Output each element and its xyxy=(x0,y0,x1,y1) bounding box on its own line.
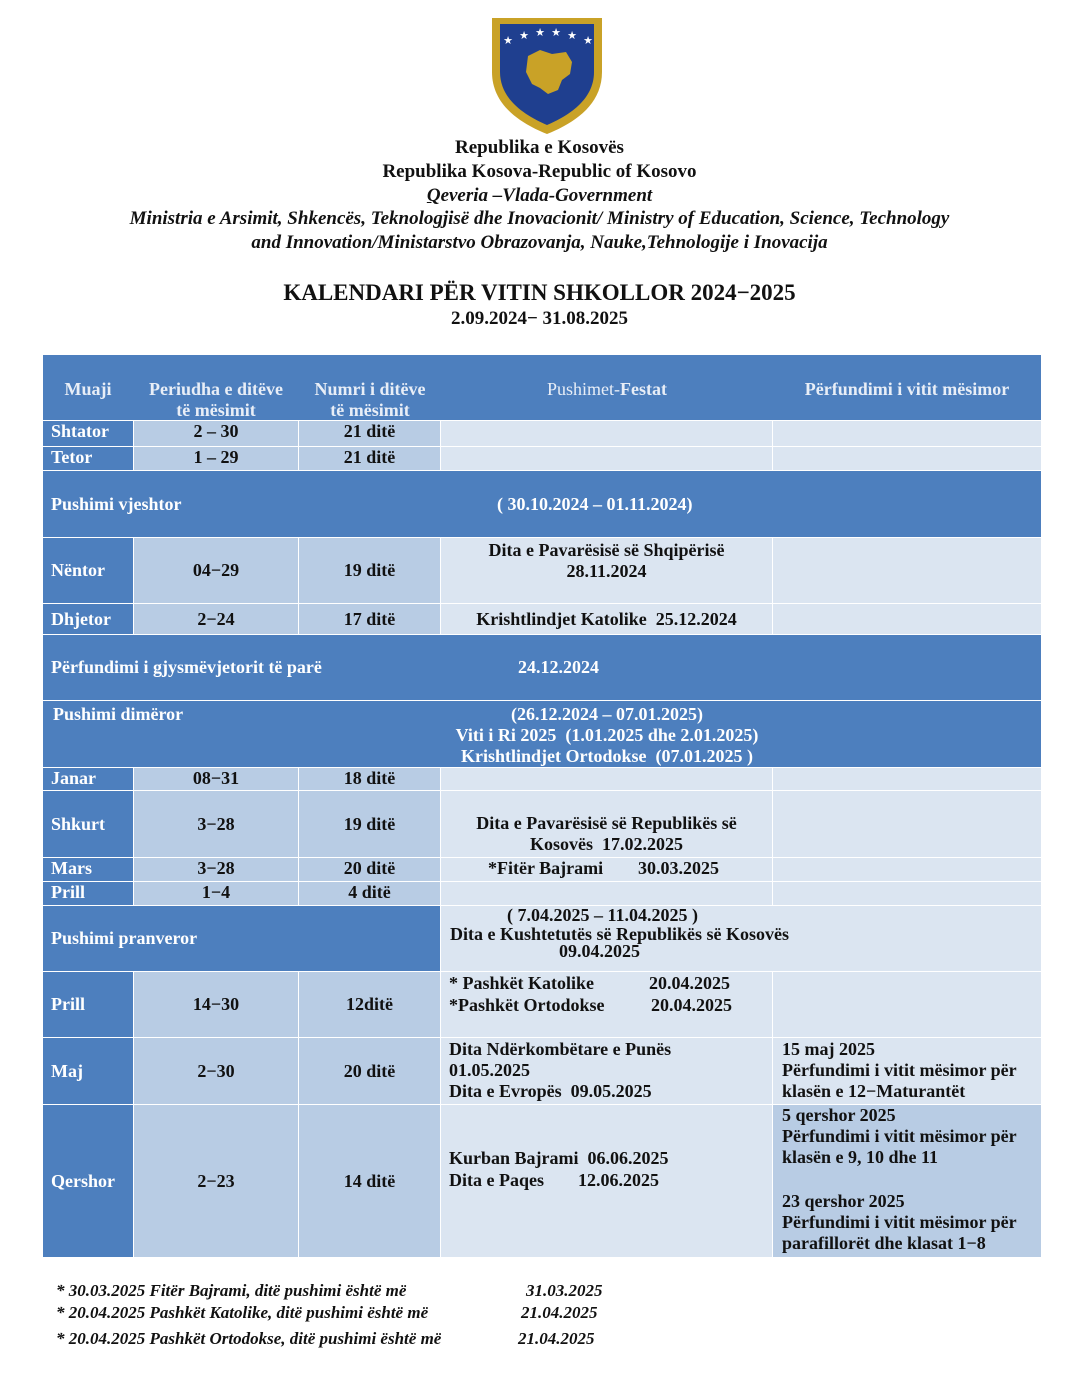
footnote-1 xyxy=(56,1281,603,1301)
end-qershor-l4: 23 qershor 2025 xyxy=(782,1191,905,1211)
header-period-l2: të mësimit xyxy=(176,400,256,420)
header-government-q: Q xyxy=(426,185,441,206)
end-qershor-l1: 5 qershor 2025 xyxy=(782,1105,896,1125)
holiday-nentor-l1: Dita e Pavarësisë së Shqipërisë xyxy=(488,540,725,560)
header-government-text: everia –Vlada-Government xyxy=(440,185,653,206)
holiday-mars-date: 30.03.2025 xyxy=(638,858,719,878)
period-prill-a: 1−4 xyxy=(134,882,298,905)
end-tetor xyxy=(773,447,1041,470)
svg-text:★: ★ xyxy=(567,29,577,42)
header-ministry-line1: Ministria e Arsimit, Shkencës, Teknologjisë dhe Inovacionit/ Ministry of Education, Science, Technology xyxy=(129,208,950,229)
holiday-maj xyxy=(441,1038,772,1104)
holiday-qershor xyxy=(441,1105,772,1257)
days-qershor: 14 ditë xyxy=(299,1105,440,1257)
month-janar: Janar xyxy=(43,768,133,790)
header-period xyxy=(133,355,299,420)
page-title: KALENDARI PËR VITIN SHKOLLOR 2024−2025 xyxy=(283,280,796,305)
winter-break-l1: (26.12.2024 – 07.01.2025) xyxy=(511,704,703,724)
period-shkurt: 3−28 xyxy=(134,791,298,857)
period-prill-b: 14−30 xyxy=(134,972,298,1037)
header-days xyxy=(299,355,441,420)
svg-text:★: ★ xyxy=(503,34,513,47)
half-year-end-date: 24.12.2024 xyxy=(518,657,599,677)
header-republic: Republika e Kosovës xyxy=(455,137,624,158)
holiday-mars xyxy=(441,858,772,881)
holiday-prill-b-1-name: * Pashkët Katolike xyxy=(449,973,595,993)
winter-break-l3: Krishtlindjet Ortodokse (07.01.2025 ) xyxy=(461,746,753,766)
footnote-3 xyxy=(56,1329,595,1349)
end-qershor-l3: klasën e 9, 10 dhe 11 xyxy=(782,1147,939,1167)
header-days-l1: Numri i ditëve xyxy=(314,379,426,399)
footnote-3-date: 21.04.2025 xyxy=(518,1329,595,1348)
holiday-prill-b-2-name: *Pashkët Ortodokse xyxy=(449,995,605,1015)
holiday-prill-b-2-date: 20.04.2025 xyxy=(651,995,732,1015)
month-tetor: Tetor xyxy=(43,447,133,470)
holiday-maj-l2: 01.05.2025 xyxy=(449,1060,530,1080)
svg-text:★: ★ xyxy=(583,34,593,47)
spring-break-label: Pushimi pranveror xyxy=(51,928,198,948)
holiday-shkurt xyxy=(441,791,772,857)
svg-text:★: ★ xyxy=(519,29,529,42)
end-maj-l2: Përfundimi i vitit mësimor për xyxy=(782,1060,1017,1080)
svg-text:★: ★ xyxy=(535,26,545,39)
month-prill-a: Prill xyxy=(43,882,133,905)
period-shtator: 2 – 30 xyxy=(134,421,298,446)
days-shtator: 21 ditë xyxy=(299,421,440,446)
end-qershor-l6: parafillorët dhe klasat 1−8 xyxy=(782,1233,986,1253)
days-mars: 20 ditë xyxy=(299,858,440,881)
spring-break-label-cell xyxy=(43,906,440,971)
days-prill-b: 12ditë xyxy=(299,972,440,1037)
holiday-maj-l3: Dita e Evropës 09.05.2025 xyxy=(449,1081,652,1101)
kosovo-coat-of-arms xyxy=(488,14,606,136)
autumn-break-label: Pushimi vjeshtor xyxy=(51,493,182,514)
month-dhjetor: Dhjetor xyxy=(43,604,133,634)
month-prill-b: Prill xyxy=(43,972,133,1037)
days-dhjetor: 17 ditë xyxy=(299,604,440,634)
holiday-mars-name: *Fitër Bajrami xyxy=(488,858,604,878)
spring-break-l1: ( 7.04.2025 – 11.04.2025 ) xyxy=(507,906,698,925)
days-nentor: 19 ditë xyxy=(299,538,440,603)
period-nentor: 04−29 xyxy=(134,538,298,603)
holiday-nentor xyxy=(441,538,772,603)
month-mars: Mars xyxy=(43,858,133,881)
holiday-nentor-l2: 28.11.2024 xyxy=(566,561,647,581)
autumn-break-dates: ( 30.10.2024 – 01.11.2024) xyxy=(497,493,693,514)
period-janar: 08−31 xyxy=(134,768,298,790)
period-qershor: 2−23 xyxy=(134,1105,298,1257)
end-prill-b xyxy=(773,972,1041,1037)
holiday-tetor xyxy=(441,447,772,470)
header-period-l1: Periudha e ditëve xyxy=(149,379,283,399)
end-qershor-l5: Përfundimi i vitit mësimor për xyxy=(782,1212,1017,1232)
holiday-qershor-l1: Kurban Bajrami 06.06.2025 xyxy=(449,1148,669,1168)
spring-break-l2: Dita e Kushtetutës së Republikës së Kosovës xyxy=(450,924,790,944)
holiday-maj-l1: Dita Ndërkombëtare e Punës xyxy=(449,1039,672,1059)
period-maj: 2−30 xyxy=(134,1038,298,1104)
header-holidays-a: Pushimet- xyxy=(547,379,621,399)
holiday-dhjetor: Krishtlindjet Katolike 25.12.2024 xyxy=(441,604,772,634)
end-maj xyxy=(773,1038,1041,1104)
end-maj-l1: 15 maj 2025 xyxy=(782,1039,875,1059)
holiday-shtator xyxy=(441,421,772,446)
end-shtator xyxy=(773,421,1041,446)
end-nentor xyxy=(773,538,1041,603)
page-subtitle: 2.09.2024− 31.08.2025 xyxy=(450,308,629,329)
holiday-qershor-l2-date: 12.06.2025 xyxy=(578,1170,659,1190)
svg-text:★: ★ xyxy=(551,26,561,39)
month-shtator: Shtator xyxy=(43,421,133,446)
holiday-prill-b xyxy=(441,972,772,1037)
winter-break-row xyxy=(43,701,1041,767)
end-janar xyxy=(773,768,1041,790)
header-month: Muaji xyxy=(43,355,133,420)
end-qershor-l2: Përfundimi i vitit mësimor për xyxy=(782,1126,1017,1146)
days-shkurt: 19 ditë xyxy=(299,791,440,857)
school-calendar-table xyxy=(43,355,1041,1257)
footnote-2-date: 21.04.2025 xyxy=(521,1303,598,1322)
period-tetor: 1 – 29 xyxy=(134,447,298,470)
winter-break-label: Pushimi dimëror xyxy=(53,704,184,724)
footnote-1-date: 31.03.2025 xyxy=(526,1281,603,1300)
end-mars xyxy=(773,858,1041,881)
footnote-2-text: * 20.04.2025 Pashkët Katolike, ditë pushimi është më xyxy=(56,1303,429,1322)
days-maj: 20 ditë xyxy=(299,1038,440,1104)
holiday-janar xyxy=(441,768,772,790)
footnote-3-text: * 20.04.2025 Pashkët Ortodokse, ditë pushimi është më xyxy=(56,1329,442,1348)
period-mars: 3−28 xyxy=(134,858,298,881)
header-days-l2: të mësimit xyxy=(330,400,410,420)
header-government xyxy=(0,185,1079,207)
spring-break-l3: 09.04.2025 xyxy=(559,941,640,961)
half-year-end-label: Përfundimi i gjysmëvjetorit të parë xyxy=(51,657,322,677)
header-year-end: Përfundimi i vitit mësimor xyxy=(773,355,1041,420)
holiday-prill-a xyxy=(441,882,772,905)
month-shkurt: Shkurt xyxy=(43,791,133,857)
end-prill-a xyxy=(773,882,1041,905)
holiday-prill-b-1-date: 20.04.2025 xyxy=(649,973,730,993)
days-tetor: 21 ditë xyxy=(299,447,440,470)
footnote-2 xyxy=(56,1303,598,1323)
end-maj-l3: klasën e 12−Maturantët xyxy=(782,1081,966,1101)
holiday-qershor-l2-name: Dita e Paqes xyxy=(449,1170,544,1190)
end-shkurt xyxy=(773,791,1041,857)
holiday-shkurt-l2: Kosovës 17.02.2025 xyxy=(530,834,683,854)
month-maj: Maj xyxy=(43,1038,133,1104)
days-janar: 18 ditë xyxy=(299,768,440,790)
half-year-end-row xyxy=(43,635,1041,700)
header-holidays-b: Festat xyxy=(620,379,667,399)
end-qershor xyxy=(773,1105,1041,1257)
header-republic-multilingual: Republika Kosova-Republic of Kosovo xyxy=(382,161,697,182)
end-dhjetor xyxy=(773,604,1041,634)
month-nentor: Nëntor xyxy=(43,538,133,603)
spring-break-details xyxy=(441,906,1041,971)
header-ministry-line2: and Innovation/Ministarstvo Obrazovanja, Nauke,Tehnologije i Inovacija xyxy=(251,232,828,253)
days-prill-a: 4 ditë xyxy=(299,882,440,905)
footnote-1-text: * 30.03.2025 Fitër Bajrami, ditë pushimi është më xyxy=(56,1281,407,1300)
month-qershor: Qershor xyxy=(43,1105,133,1257)
winter-break-l2: Viti i Ri 2025 (1.01.2025 dhe 2.01.2025) xyxy=(455,725,759,745)
period-dhjetor: 2−24 xyxy=(134,604,298,634)
holiday-shkurt-l1: Dita e Pavarësisë së Republikës së xyxy=(476,813,737,833)
winter-break-details xyxy=(441,704,773,767)
autumn-break-row xyxy=(43,471,1041,537)
header-holidays xyxy=(441,355,773,420)
